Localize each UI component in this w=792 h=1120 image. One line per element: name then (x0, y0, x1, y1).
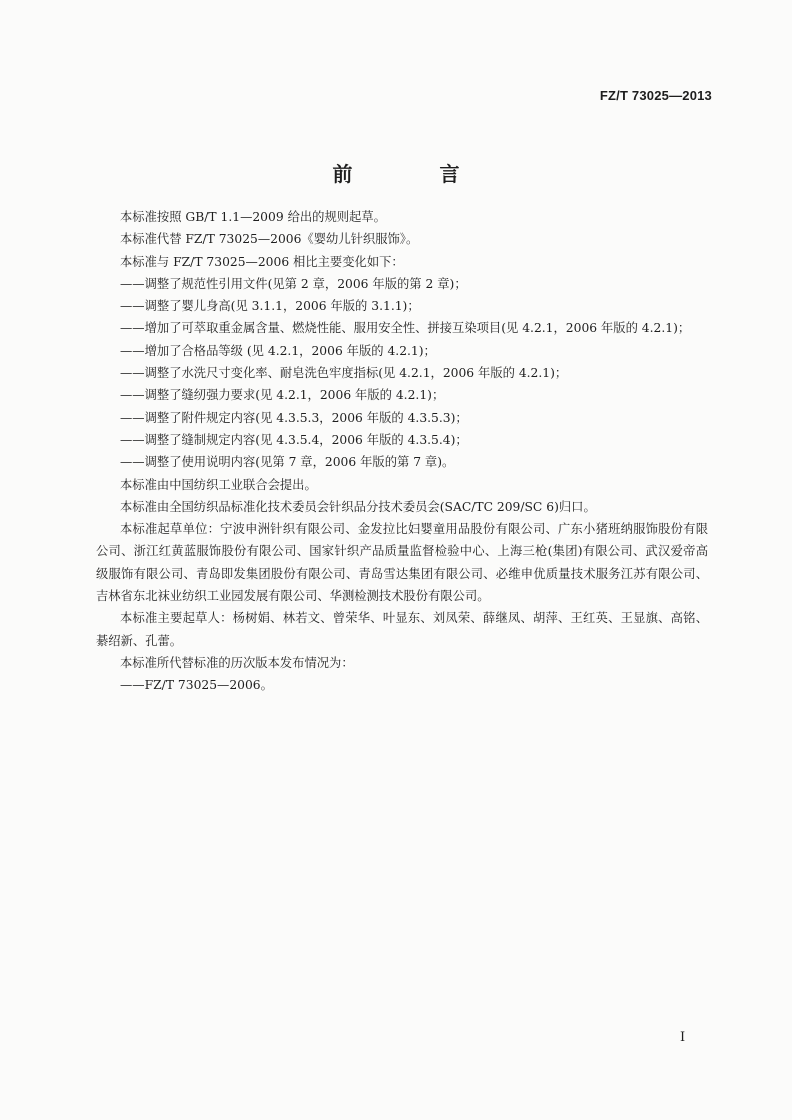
paragraph-replaces: 本标准代替 FZ/T 73025—2006《婴幼儿针织服饰》。 (120, 232, 419, 247)
list-item: ——调整了缝制规定内容(见 4.3.5.4，2006 年版的 4.3.5.4)； (120, 432, 468, 447)
page-number: I (680, 1030, 686, 1045)
paragraph-administered-by: 本标准由全国纺织品标准化技术委员会针织品分技术委员会(SAC/TC 209/SC 6)归口。 (120, 499, 596, 514)
history-item: ——FZ/T 73025—2006。 (120, 678, 273, 693)
list-item: ——增加了可萃取重金属含量、燃烧性能、服用安全性、拼接互染项目(见 4.2.1，2006 年版的 4.2.1)； (120, 321, 691, 336)
list-item: ——调整了婴儿身高(见 3.1.1，2006 年版的 3.1.1)； (120, 299, 420, 314)
list-item: ——调整了水洗尺寸变化率、耐皂洗色牢度指标(见 4.2.1，2006 年版的 4.2.1)； (120, 366, 568, 381)
foreword-body (96, 206, 708, 697)
paragraph-drafting-rules: 本标准按照 GB/T 1.1—2009 给出的规则起草。 (120, 210, 386, 224)
list-item: ——调整了规范性引用文件(见第 2 章，2006 年版的第 2 章)； (120, 276, 467, 291)
paragraph-history-intro: 本标准所代替标准的历次版本发布情况为： (120, 655, 354, 670)
document-code: FZ/T 73025—2013 (599, 88, 712, 103)
list-item: ——调整了缝纫强力要求(见 4.2.1，2006 年版的 4.2.1)； (120, 388, 445, 403)
paragraph-changes-intro: 本标准与 FZ/T 73025—2006 相比主要变化如下： (120, 254, 404, 269)
paragraph-drafters: 本标准主要起草人：杨树娟、林若文、曾荣华、叶显东、刘凤荣、薛继凤、胡萍、王红英、王显旗、高铭、綦绍新、孔蕾。 (96, 611, 708, 648)
page-title: 前 言 (332, 162, 500, 186)
paragraph-drafting-units: 本标准起草单位：宁波申洲针织有限公司、金发拉比妇婴童用品股份有限公司、广东小猪班纳服饰股份有限公司、浙江红黄蓝服饰股份有限公司、国家针织产品质量监督检验中心、上海三枪(集团)有限公司、武汉爱帝高级服饰有限公司、青岛即发集团股份有限公司、青岛雪达集团有限公司、必维申优质量技术服务江苏有限公司、吉林省东北袜业纺织工业园发展有限公司、华测检测技术股份有限公司。 (96, 522, 708, 604)
list-item: ——增加了合格品等级 (见 4.2.1，2006 年版的 4.2.1)； (120, 343, 436, 358)
changes-list (96, 273, 708, 474)
list-item: ——调整了使用说明内容(见第 7 章，2006 年版的第 7 章)。 (120, 455, 455, 470)
list-item: ——调整了附件规定内容(见 4.3.5.3，2006 年版的 4.3.5.3)； (120, 410, 468, 425)
paragraph-proposed-by: 本标准由中国纺织工业联合会提出。 (120, 477, 317, 492)
